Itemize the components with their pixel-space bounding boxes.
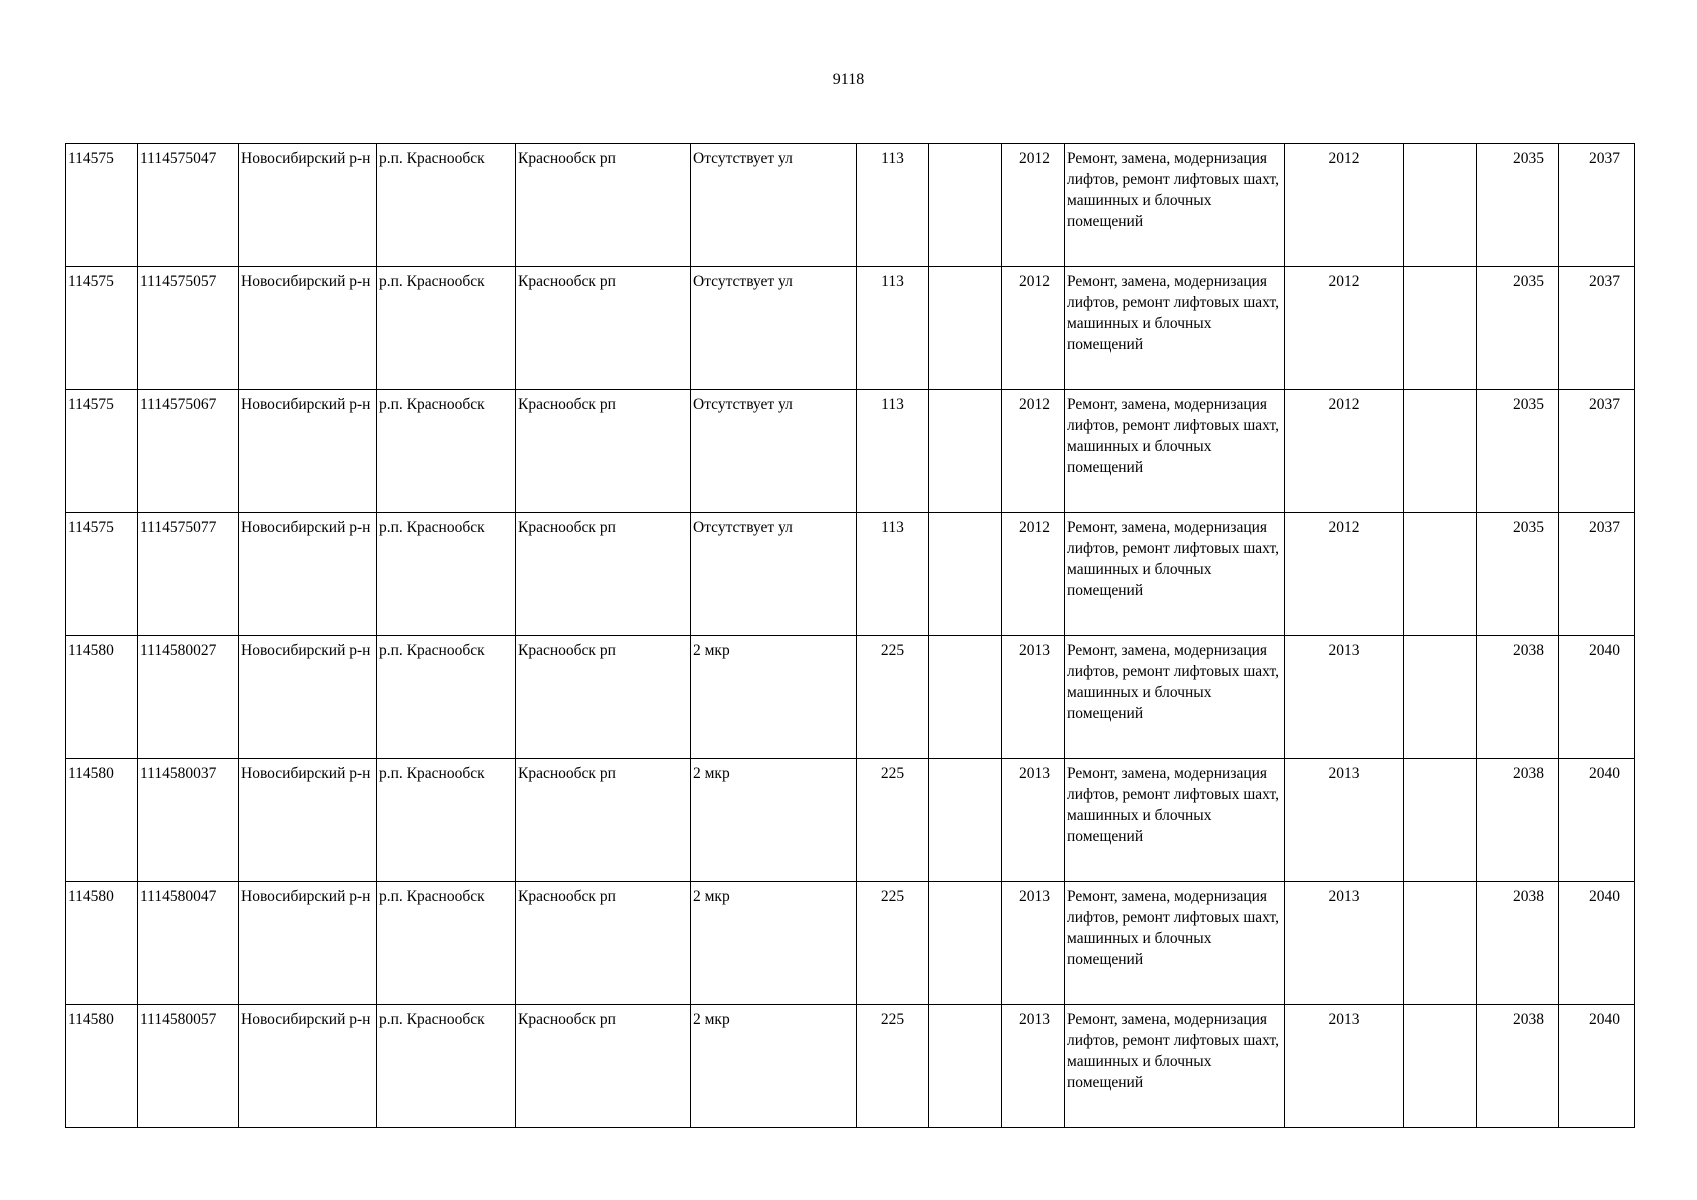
work-type-cell: Ремонт, замена, модернизация лифтов, ремонт лифтовых шахт, машинных и блочных помещений	[1065, 390, 1285, 513]
settlement-cell: р.п. Краснообск	[377, 267, 516, 390]
empty-cell	[929, 882, 1002, 1005]
district-cell: Новосибирский р-н	[239, 636, 377, 759]
object-id-cell: 1114580047	[138, 882, 239, 1005]
object-id-cell: 1114575067	[138, 390, 239, 513]
empty-cell	[1404, 144, 1477, 267]
plan-start-year-cell: 2038	[1477, 636, 1559, 759]
settlement-cell: р.п. Краснообск	[377, 759, 516, 882]
house-code-cell: 114580	[66, 882, 138, 1005]
empty-cell	[929, 513, 1002, 636]
district-cell: Новосибирский р-н	[239, 390, 377, 513]
year-cell: 2013	[1002, 1005, 1065, 1128]
house-code-cell: 114580	[66, 759, 138, 882]
street-cell: Отсутствует ул	[691, 144, 857, 267]
empty-cell	[929, 144, 1002, 267]
settlement-cell: р.п. Краснообск	[377, 390, 516, 513]
building-number-cell: 113	[857, 267, 929, 390]
house-code-cell: 114575	[66, 390, 138, 513]
work-year-cell: 2012	[1285, 267, 1404, 390]
plan-start-year-cell: 2035	[1477, 144, 1559, 267]
building-number-cell: 113	[857, 390, 929, 513]
empty-cell	[1404, 759, 1477, 882]
work-type-cell: Ремонт, замена, модернизация лифтов, ремонт лифтовых шахт, машинных и блочных помещений	[1065, 1005, 1285, 1128]
table-row	[66, 882, 1635, 1005]
work-type-cell: Ремонт, замена, модернизация лифтов, ремонт лифтовых шахт, машинных и блочных помещений	[1065, 144, 1285, 267]
district-cell: Новосибирский р-н	[239, 144, 377, 267]
work-type-cell: Ремонт, замена, модернизация лифтов, ремонт лифтовых шахт, машинных и блочных помещений	[1065, 636, 1285, 759]
locality-cell: Краснообск рп	[516, 636, 691, 759]
work-year-cell: 2013	[1285, 636, 1404, 759]
plan-start-year-cell: 2038	[1477, 1005, 1559, 1128]
settlement-cell: р.п. Краснообск	[377, 882, 516, 1005]
object-id-cell: 1114575077	[138, 513, 239, 636]
building-number-cell: 225	[857, 1005, 929, 1128]
work-year-cell: 2012	[1285, 513, 1404, 636]
empty-cell	[1404, 390, 1477, 513]
object-id-cell: 1114580037	[138, 759, 239, 882]
locality-cell: Краснообск рп	[516, 390, 691, 513]
house-code-cell: 114575	[66, 513, 138, 636]
locality-cell: Краснообск рп	[516, 144, 691, 267]
street-cell: 2 мкр	[691, 1005, 857, 1128]
work-year-cell: 2013	[1285, 882, 1404, 1005]
plan-end-year-cell: 2037	[1559, 267, 1635, 390]
table-row	[66, 759, 1635, 882]
year-cell: 2013	[1002, 636, 1065, 759]
empty-cell	[1404, 882, 1477, 1005]
registry-table	[65, 143, 1635, 1128]
empty-cell	[929, 1005, 1002, 1128]
locality-cell: Краснообск рп	[516, 267, 691, 390]
locality-cell: Краснообск рп	[516, 513, 691, 636]
work-type-cell: Ремонт, замена, модернизация лифтов, ремонт лифтовых шахт, машинных и блочных помещений	[1065, 882, 1285, 1005]
plan-end-year-cell: 2037	[1559, 144, 1635, 267]
plan-end-year-cell: 2040	[1559, 1005, 1635, 1128]
street-cell: 2 мкр	[691, 759, 857, 882]
settlement-cell: р.п. Краснообск	[377, 1005, 516, 1128]
building-number-cell: 225	[857, 636, 929, 759]
building-number-cell: 113	[857, 144, 929, 267]
house-code-cell: 114575	[66, 144, 138, 267]
district-cell: Новосибирский р-н	[239, 1005, 377, 1128]
locality-cell: Краснообск рп	[516, 759, 691, 882]
settlement-cell: р.п. Краснообск	[377, 636, 516, 759]
plan-start-year-cell: 2035	[1477, 267, 1559, 390]
table-row	[66, 1005, 1635, 1128]
work-type-cell: Ремонт, замена, модернизация лифтов, ремонт лифтовых шахт, машинных и блочных помещений	[1065, 759, 1285, 882]
work-year-cell: 2012	[1285, 144, 1404, 267]
object-id-cell: 1114575057	[138, 267, 239, 390]
locality-cell: Краснообск рп	[516, 1005, 691, 1128]
work-year-cell: 2012	[1285, 390, 1404, 513]
table-row	[66, 144, 1635, 267]
empty-cell	[1404, 513, 1477, 636]
empty-cell	[929, 759, 1002, 882]
street-cell: Отсутствует ул	[691, 513, 857, 636]
plan-end-year-cell: 2037	[1559, 390, 1635, 513]
empty-cell	[929, 267, 1002, 390]
empty-cell	[929, 636, 1002, 759]
year-cell: 2012	[1002, 267, 1065, 390]
table-row	[66, 513, 1635, 636]
empty-cell	[1404, 267, 1477, 390]
table-row	[66, 267, 1635, 390]
empty-cell	[1404, 1005, 1477, 1128]
plan-end-year-cell: 2037	[1559, 513, 1635, 636]
plan-start-year-cell: 2038	[1477, 882, 1559, 1005]
table-row	[66, 636, 1635, 759]
street-cell: 2 мкр	[691, 636, 857, 759]
building-number-cell: 225	[857, 882, 929, 1005]
street-cell: 2 мкр	[691, 882, 857, 1005]
year-cell: 2012	[1002, 513, 1065, 636]
plan-end-year-cell: 2040	[1559, 759, 1635, 882]
work-year-cell: 2013	[1285, 1005, 1404, 1128]
year-cell: 2013	[1002, 759, 1065, 882]
work-year-cell: 2013	[1285, 759, 1404, 882]
plan-end-year-cell: 2040	[1559, 882, 1635, 1005]
district-cell: Новосибирский р-н	[239, 882, 377, 1005]
building-number-cell: 113	[857, 513, 929, 636]
house-code-cell: 114580	[66, 1005, 138, 1128]
year-cell: 2012	[1002, 144, 1065, 267]
district-cell: Новосибирский р-н	[239, 267, 377, 390]
district-cell: Новосибирский р-н	[239, 513, 377, 636]
district-cell: Новосибирский р-н	[239, 759, 377, 882]
work-type-cell: Ремонт, замена, модернизация лифтов, ремонт лифтовых шахт, машинных и блочных помещений	[1065, 267, 1285, 390]
object-id-cell: 1114580057	[138, 1005, 239, 1128]
settlement-cell: р.п. Краснообск	[377, 513, 516, 636]
street-cell: Отсутствует ул	[691, 267, 857, 390]
plan-start-year-cell: 2035	[1477, 390, 1559, 513]
plan-end-year-cell: 2040	[1559, 636, 1635, 759]
house-code-cell: 114580	[66, 636, 138, 759]
building-number-cell: 225	[857, 759, 929, 882]
table-row	[66, 390, 1635, 513]
house-code-cell: 114575	[66, 267, 138, 390]
settlement-cell: р.п. Краснообск	[377, 144, 516, 267]
page-number: 9118	[832, 71, 865, 88]
plan-start-year-cell: 2038	[1477, 759, 1559, 882]
locality-cell: Краснообск рп	[516, 882, 691, 1005]
year-cell: 2013	[1002, 882, 1065, 1005]
year-cell: 2012	[1002, 390, 1065, 513]
plan-start-year-cell: 2035	[1477, 513, 1559, 636]
object-id-cell: 1114580027	[138, 636, 239, 759]
street-cell: Отсутствует ул	[691, 390, 857, 513]
work-type-cell: Ремонт, замена, модернизация лифтов, ремонт лифтовых шахт, машинных и блочных помещений	[1065, 513, 1285, 636]
empty-cell	[1404, 636, 1477, 759]
empty-cell	[929, 390, 1002, 513]
object-id-cell: 1114575047	[138, 144, 239, 267]
